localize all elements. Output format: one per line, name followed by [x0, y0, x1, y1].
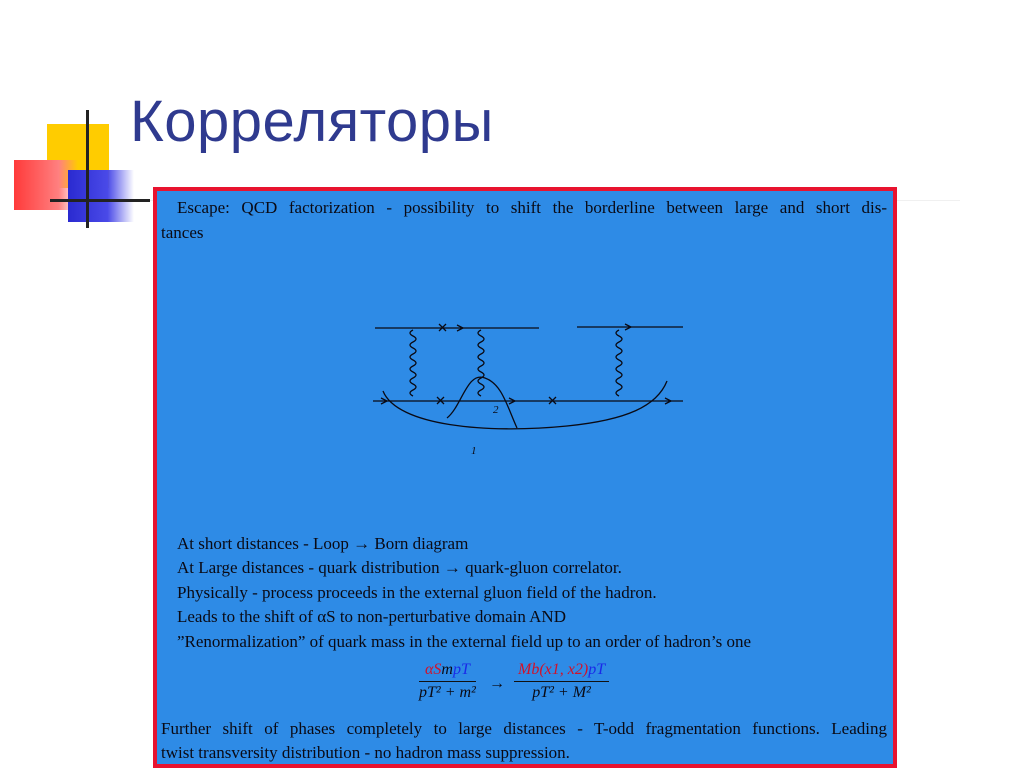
formula-right-fraction: $\frac{Mb(x1, x2)pT}{\text{pT² + M²}}$ [514, 661, 609, 702]
outro-text-line2: twist transversity distribution - no hadron mass suppression. [161, 743, 570, 762]
content-panel [153, 187, 897, 768]
decor-blue-square [68, 170, 134, 222]
bullet-2: At Large distances - quark distribution → quark-gluon correlator. [177, 558, 622, 577]
slide-title: Корреляторы [130, 89, 494, 154]
outro-text-line1: Further shift of phases completely to large distances - T-odd fragmentation functions. Leading [161, 719, 887, 738]
bullet-4: Leads to the shift of αS to non-perturbative domain AND [177, 607, 566, 626]
decor-horizontal-line [50, 199, 150, 202]
bullet-1: At short distances - Loop → Born diagram [177, 534, 469, 553]
bullet-3: Physically - process proceeds in the external gluon field of the hadron. [177, 583, 657, 602]
intro-text-line1: Escape: QCD factorization - possibility to shift the borderline between large and short dis- [177, 198, 887, 217]
formula-arrow: → [489, 675, 505, 692]
decor-vertical-line [86, 110, 89, 228]
feynman-diagram [367, 316, 697, 466]
formula-left-fraction: αSmpT pT² + m² [419, 661, 476, 701]
mass-formula [419, 661, 639, 715]
bullet-5: ”Renormalization” of quark mass in the external field up to an order of hadron’s one [177, 632, 752, 651]
diagram-label-2: 2 [493, 404, 499, 416]
diagram-label-1: 1 [471, 445, 477, 457]
intro-text-line2: tances [161, 223, 204, 242]
